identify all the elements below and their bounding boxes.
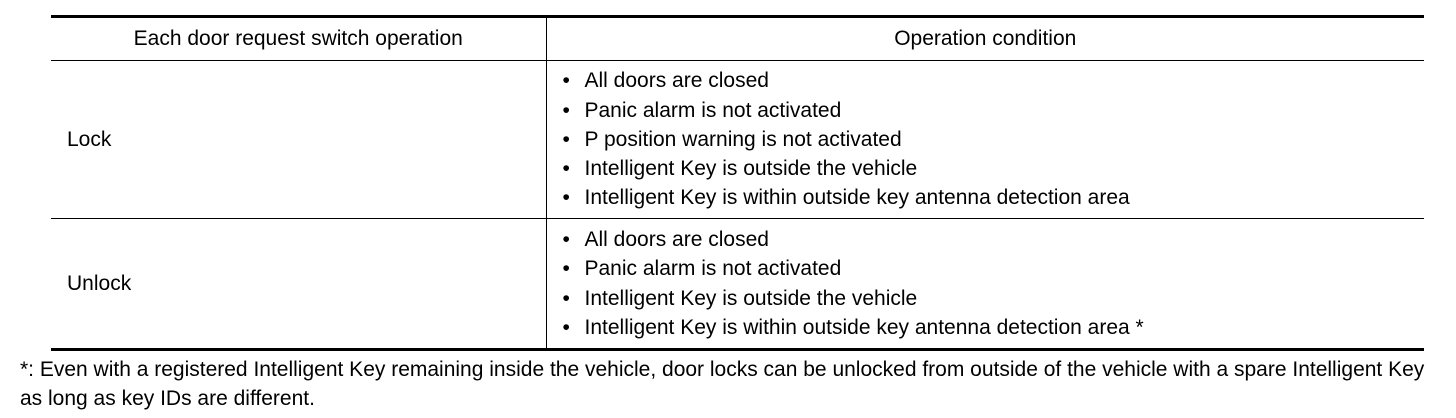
condition-list-lock xyxy=(547,66,1425,212)
condition-item: • All doors are closed xyxy=(563,225,1425,254)
condition-cell-lock xyxy=(546,61,1424,219)
condition-item: • P position warning is not activated xyxy=(563,125,1425,154)
condition-item: • Intelligent Key is outside the vehicle xyxy=(563,284,1425,313)
operation-cell-unlock: Unlock xyxy=(51,219,546,350)
operation-condition-table xyxy=(51,15,1424,351)
condition-item: • Intelligent Key is within outside key antenna detection area xyxy=(563,183,1425,212)
condition-list-unlock xyxy=(547,225,1425,342)
footnote: *: Even with a registered Intelligent Key remaining inside the vehicle, door locks can be unlocked from outside of the vehicle with a spare Intelligent Key as long as key IDs are different. xyxy=(20,358,1425,410)
condition-item: • Intelligent Key is outside the vehicle xyxy=(563,154,1425,183)
condition-item: • Panic alarm is not activated xyxy=(563,96,1425,125)
condition-item: • All doors are closed xyxy=(563,66,1425,95)
header-operation: Each door request switch operation xyxy=(51,17,546,61)
table-header-row xyxy=(51,17,1424,61)
operation-cell-lock: Lock xyxy=(51,61,546,219)
table-row-unlock xyxy=(51,219,1424,350)
condition-cell-unlock xyxy=(546,219,1424,350)
condition-item: • Panic alarm is not activated xyxy=(563,254,1425,283)
condition-item: • Intelligent Key is within outside key antenna detection area * xyxy=(563,313,1425,342)
table-row-lock xyxy=(51,61,1424,219)
header-condition: Operation condition xyxy=(546,17,1424,61)
